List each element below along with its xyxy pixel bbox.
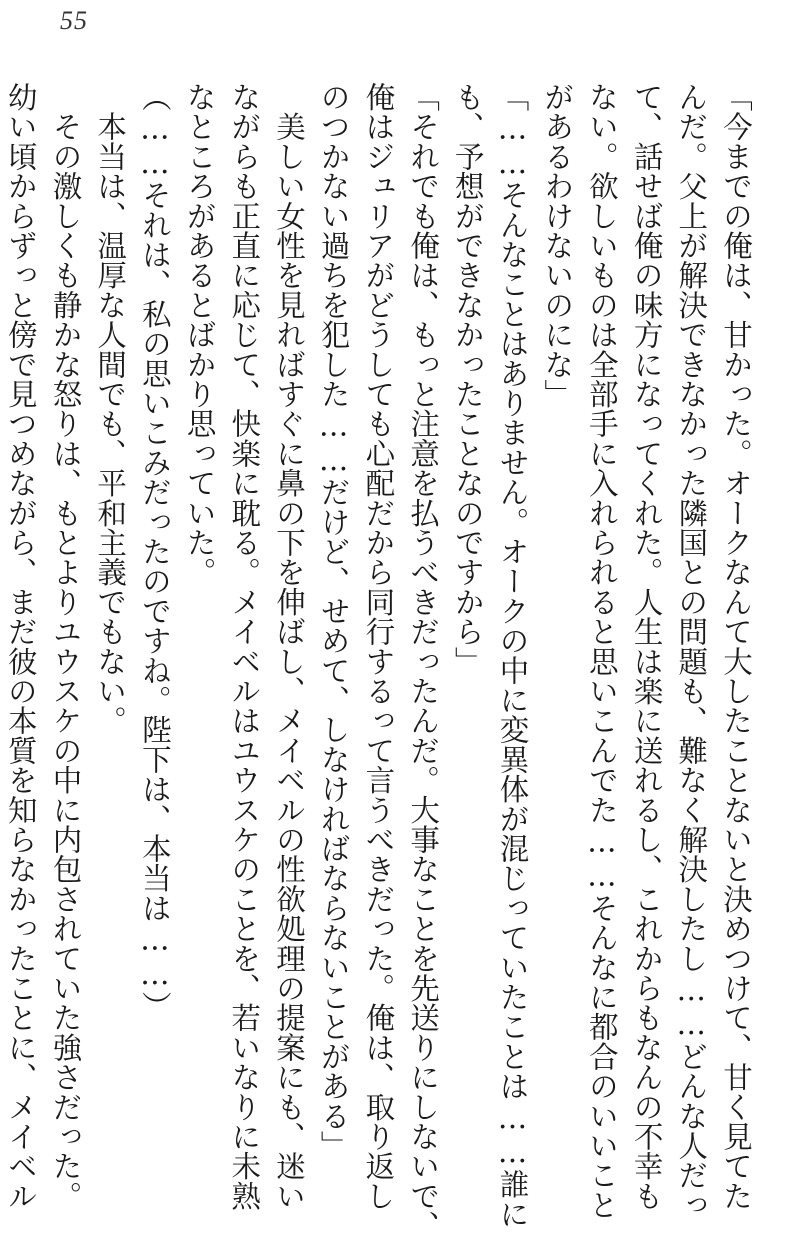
- paragraph-narration-2: 本当は、温厚な人間でも、平和主義でもない。: [93, 82, 128, 736]
- paragraph-thought: （……それは、私の思いこみだったのですね。陛下は、本当は……）: [137, 82, 172, 1021]
- paragraph-narration-3: その激しくも静かな怒りは、もとよりユウスケの中に内包されていた強さだった。 幼い頃からずっと傍で見つめながら、まだ彼の本質を知らなかったことに、メイベル: [3, 82, 83, 1211]
- paragraph-narration-1: 美しい女性を見ればすぐに鼻の下を伸ばし、メイベルの性欲処理の提案にも、迷い ながらも正直に応じて、快楽に耽る。メイベルはユウスケのことを、若いなりに未熟 なところがあるとばかり思っていた。: [182, 82, 306, 1211]
- vertical-text-body: [3, 82, 758, 1240]
- page-number: 55: [60, 6, 88, 35]
- paragraph-dialogue-3: 「それでも俺は、もっと注意を払うべきだったんだ。大事なことを先送りにしないで、 俺はジュリアがどうしても心配だから同行するって言うべきだった。俺は、取り返し のつかない過ちを犯した……だけど、せめて、しなければならないことがある」: [316, 82, 441, 1240]
- paragraph-dialogue-1: 「今までの俺は、甘かった。オークなんて大したことないと決めつけて、甘く見てた んだ。父上が解決できなかった隣国との問題も、難なく解決したし……どんな人だっ て、話せば俺の味方になってくれた。人生は楽に送れるし、これからもなんの不幸も ない。欲しいものは全部手に入れられると思いこんでた……そんなに都合のいいこと があるわけないのにな」: [540, 82, 753, 1220]
- paragraph-dialogue-2: 「……そんなことはありません。オークの中に変異体が混じっていたことは……誰に も、予想ができなかったことなのですから」: [450, 82, 530, 1229]
